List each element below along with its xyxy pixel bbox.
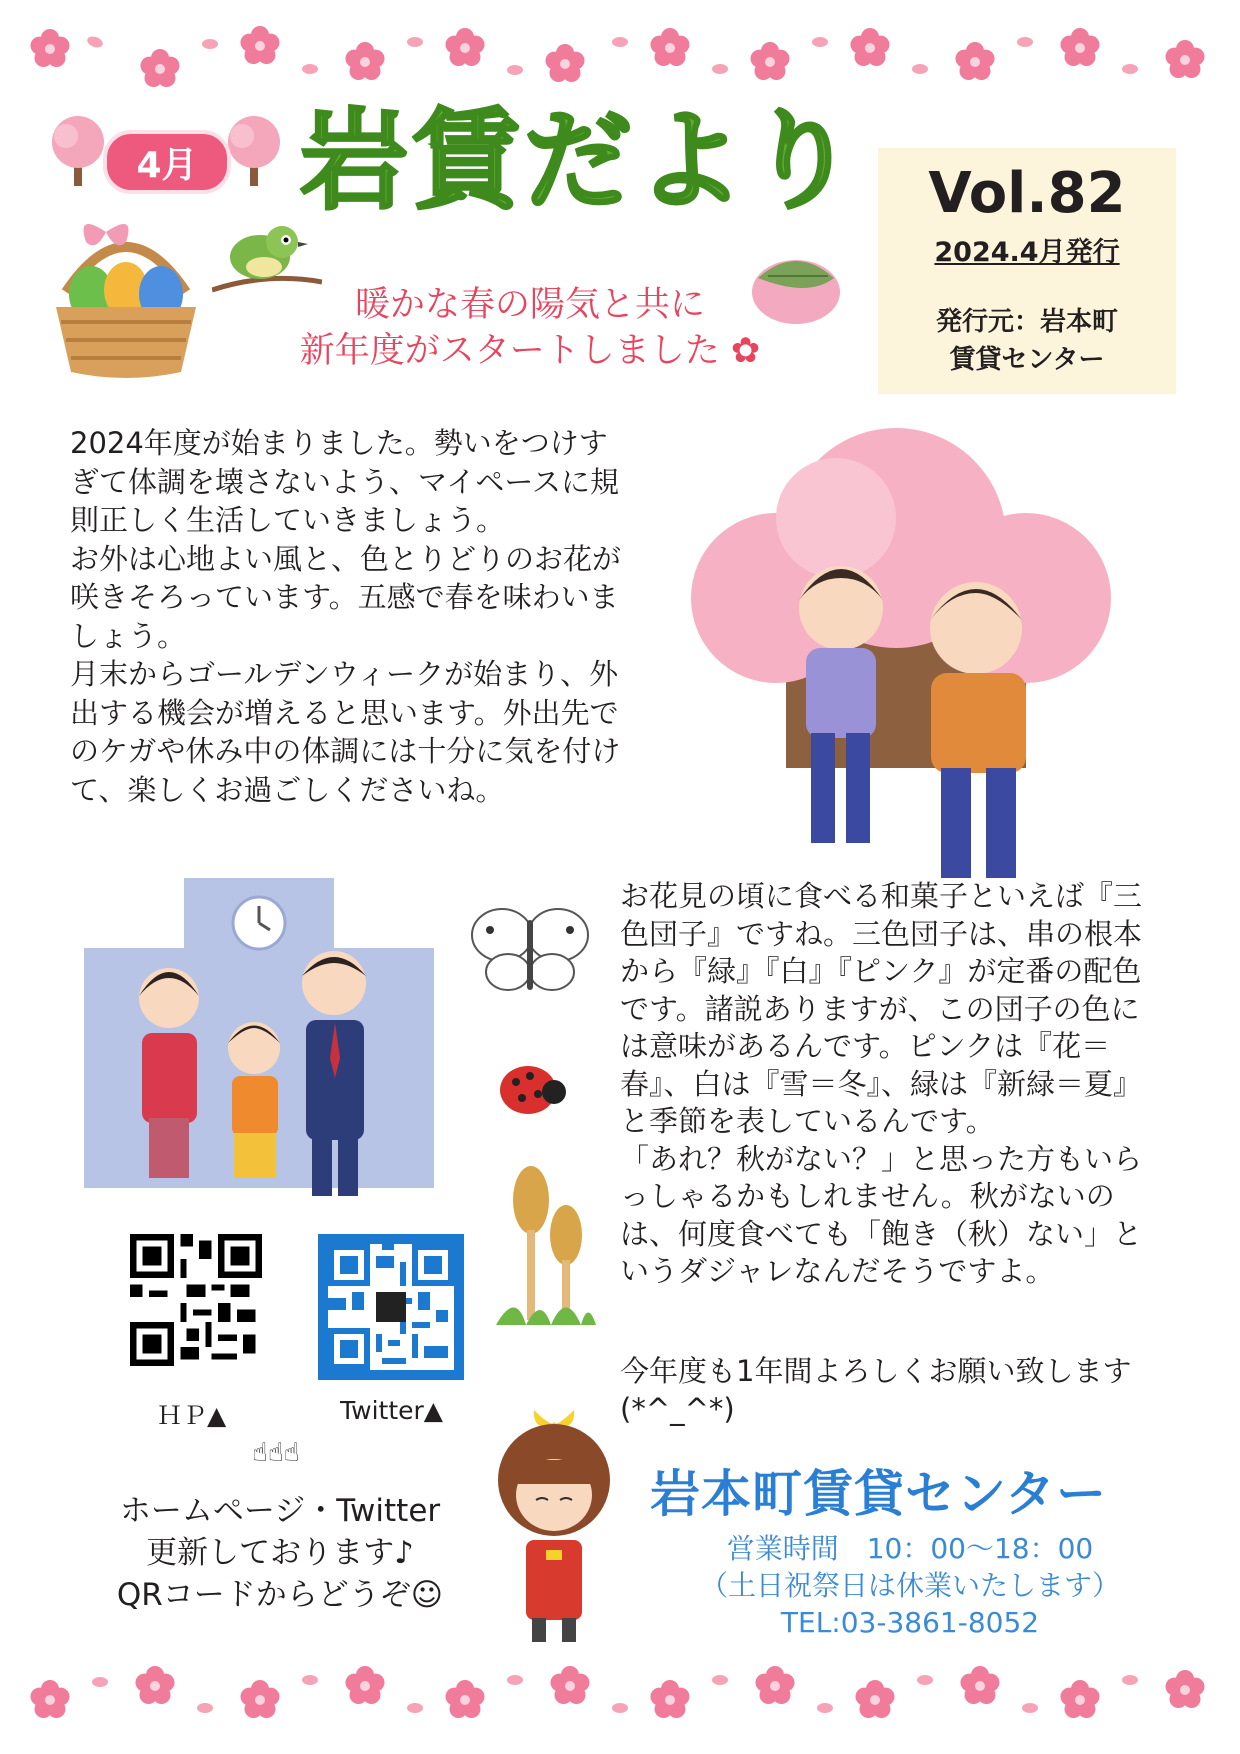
blossom-border-graphic (20, 24, 1220, 94)
issue-date: 2024.4月発行 (934, 237, 1120, 268)
pointing-up-icons: ☝☝☝ (252, 1438, 300, 1468)
publisher-line-2: 賃貸センター (949, 345, 1105, 375)
mascot-girl-illustration (494, 1400, 614, 1648)
bottom-blossom-border (20, 1660, 1220, 1730)
month-badge: 4月 (103, 130, 231, 194)
website-notice-line-3: QRコードからどうぞ☺ (116, 1577, 444, 1613)
top-blossom-border (20, 24, 1220, 94)
subtitle-line-2: 新年度がスタートしました ✿ (299, 331, 761, 371)
publisher (878, 303, 1176, 379)
subtitle (270, 282, 790, 374)
horsetail-illustration (496, 1160, 596, 1330)
volume-number: Vol.82 (928, 161, 1126, 226)
center-contact-info (690, 1530, 1130, 1641)
twitter-qr-label: Twitter▲ (340, 1396, 444, 1425)
intro-article (70, 424, 630, 809)
easter-basket-illustration (46, 212, 206, 382)
intro-paragraph: 月末からゴールデンウィークが始まり、外出する機会が増えると思います。外出先でのケガや休み中の体調には十分に気を付けて、楽しくお過ごしくださいね。 (70, 657, 621, 807)
closing-message: 今年度も1年間よろしくお願い致します(*^_^*) (620, 1354, 1132, 1426)
dango-article (620, 878, 1160, 1291)
intro-paragraph: お外は心地よい風と、色とりどりのお花が咲きそろっています。五感で春を味わいましょう。 (70, 541, 622, 653)
butterfly-illustration (470, 900, 590, 1000)
subtitle-line-1: 暖かな春の陽気と共に (354, 285, 705, 325)
website-notice (100, 1490, 460, 1616)
website-notice-line-1: ホームページ・Twitter (119, 1493, 441, 1529)
dango-paragraph: お花見の頃に食べる和菓子といえば『三色団子』ですね。三色団子は、串の根本から『緑』『白』『ピンク』が定番の配色です。諸説ありますが、この団子の色には意味があるんです。ピンクは『花＝春』、白は『雪＝冬』、緑は『新緑＝夏』と季節を表しているんです。 (620, 879, 1143, 1138)
children-under-cherry-tree-illustration (686, 428, 1146, 898)
twitter-qr-pattern (328, 1244, 454, 1370)
issue-info-box (878, 148, 1176, 394)
intro-paragraph: 2024年度が始まりました。勢いをつけすぎて体調を壊さないよう、マイペースに規則正しく生活していきましょう。 (70, 426, 619, 537)
holiday-notice: （土日祝祭日は休業いたします） (699, 1569, 1120, 1602)
center-name: 岩本町賃貸センター (650, 1465, 1107, 1523)
dango-paragraph: 「あれ？秋がない？」と思った方もいらっしゃるかもしれません。秋がないのは、何度食べても「飽き（秋）ない」というダジャレなんだそうですよ。 (620, 1141, 1143, 1288)
newsletter-title: 岩賃だより (300, 99, 861, 224)
hp-qr-label: ＨＰ▲ (157, 1401, 227, 1430)
homepage-qr-code[interactable] (130, 1234, 262, 1366)
family-school-illustration (84, 878, 434, 1218)
telephone-number[interactable]: TEL:03-3861-8052 (780, 1606, 1040, 1639)
flower-icon: ✿ (730, 331, 761, 371)
blossom-border-graphic (20, 1660, 1220, 1730)
business-hours: 営業時間 10：00〜18：00 (726, 1532, 1094, 1565)
twitter-qr-code[interactable] (318, 1234, 464, 1380)
website-notice-line-2: 更新しております♪ (146, 1535, 414, 1571)
publisher-line-1: 発行元：岩本町 (935, 307, 1118, 337)
ladybug-illustration (496, 1060, 568, 1120)
